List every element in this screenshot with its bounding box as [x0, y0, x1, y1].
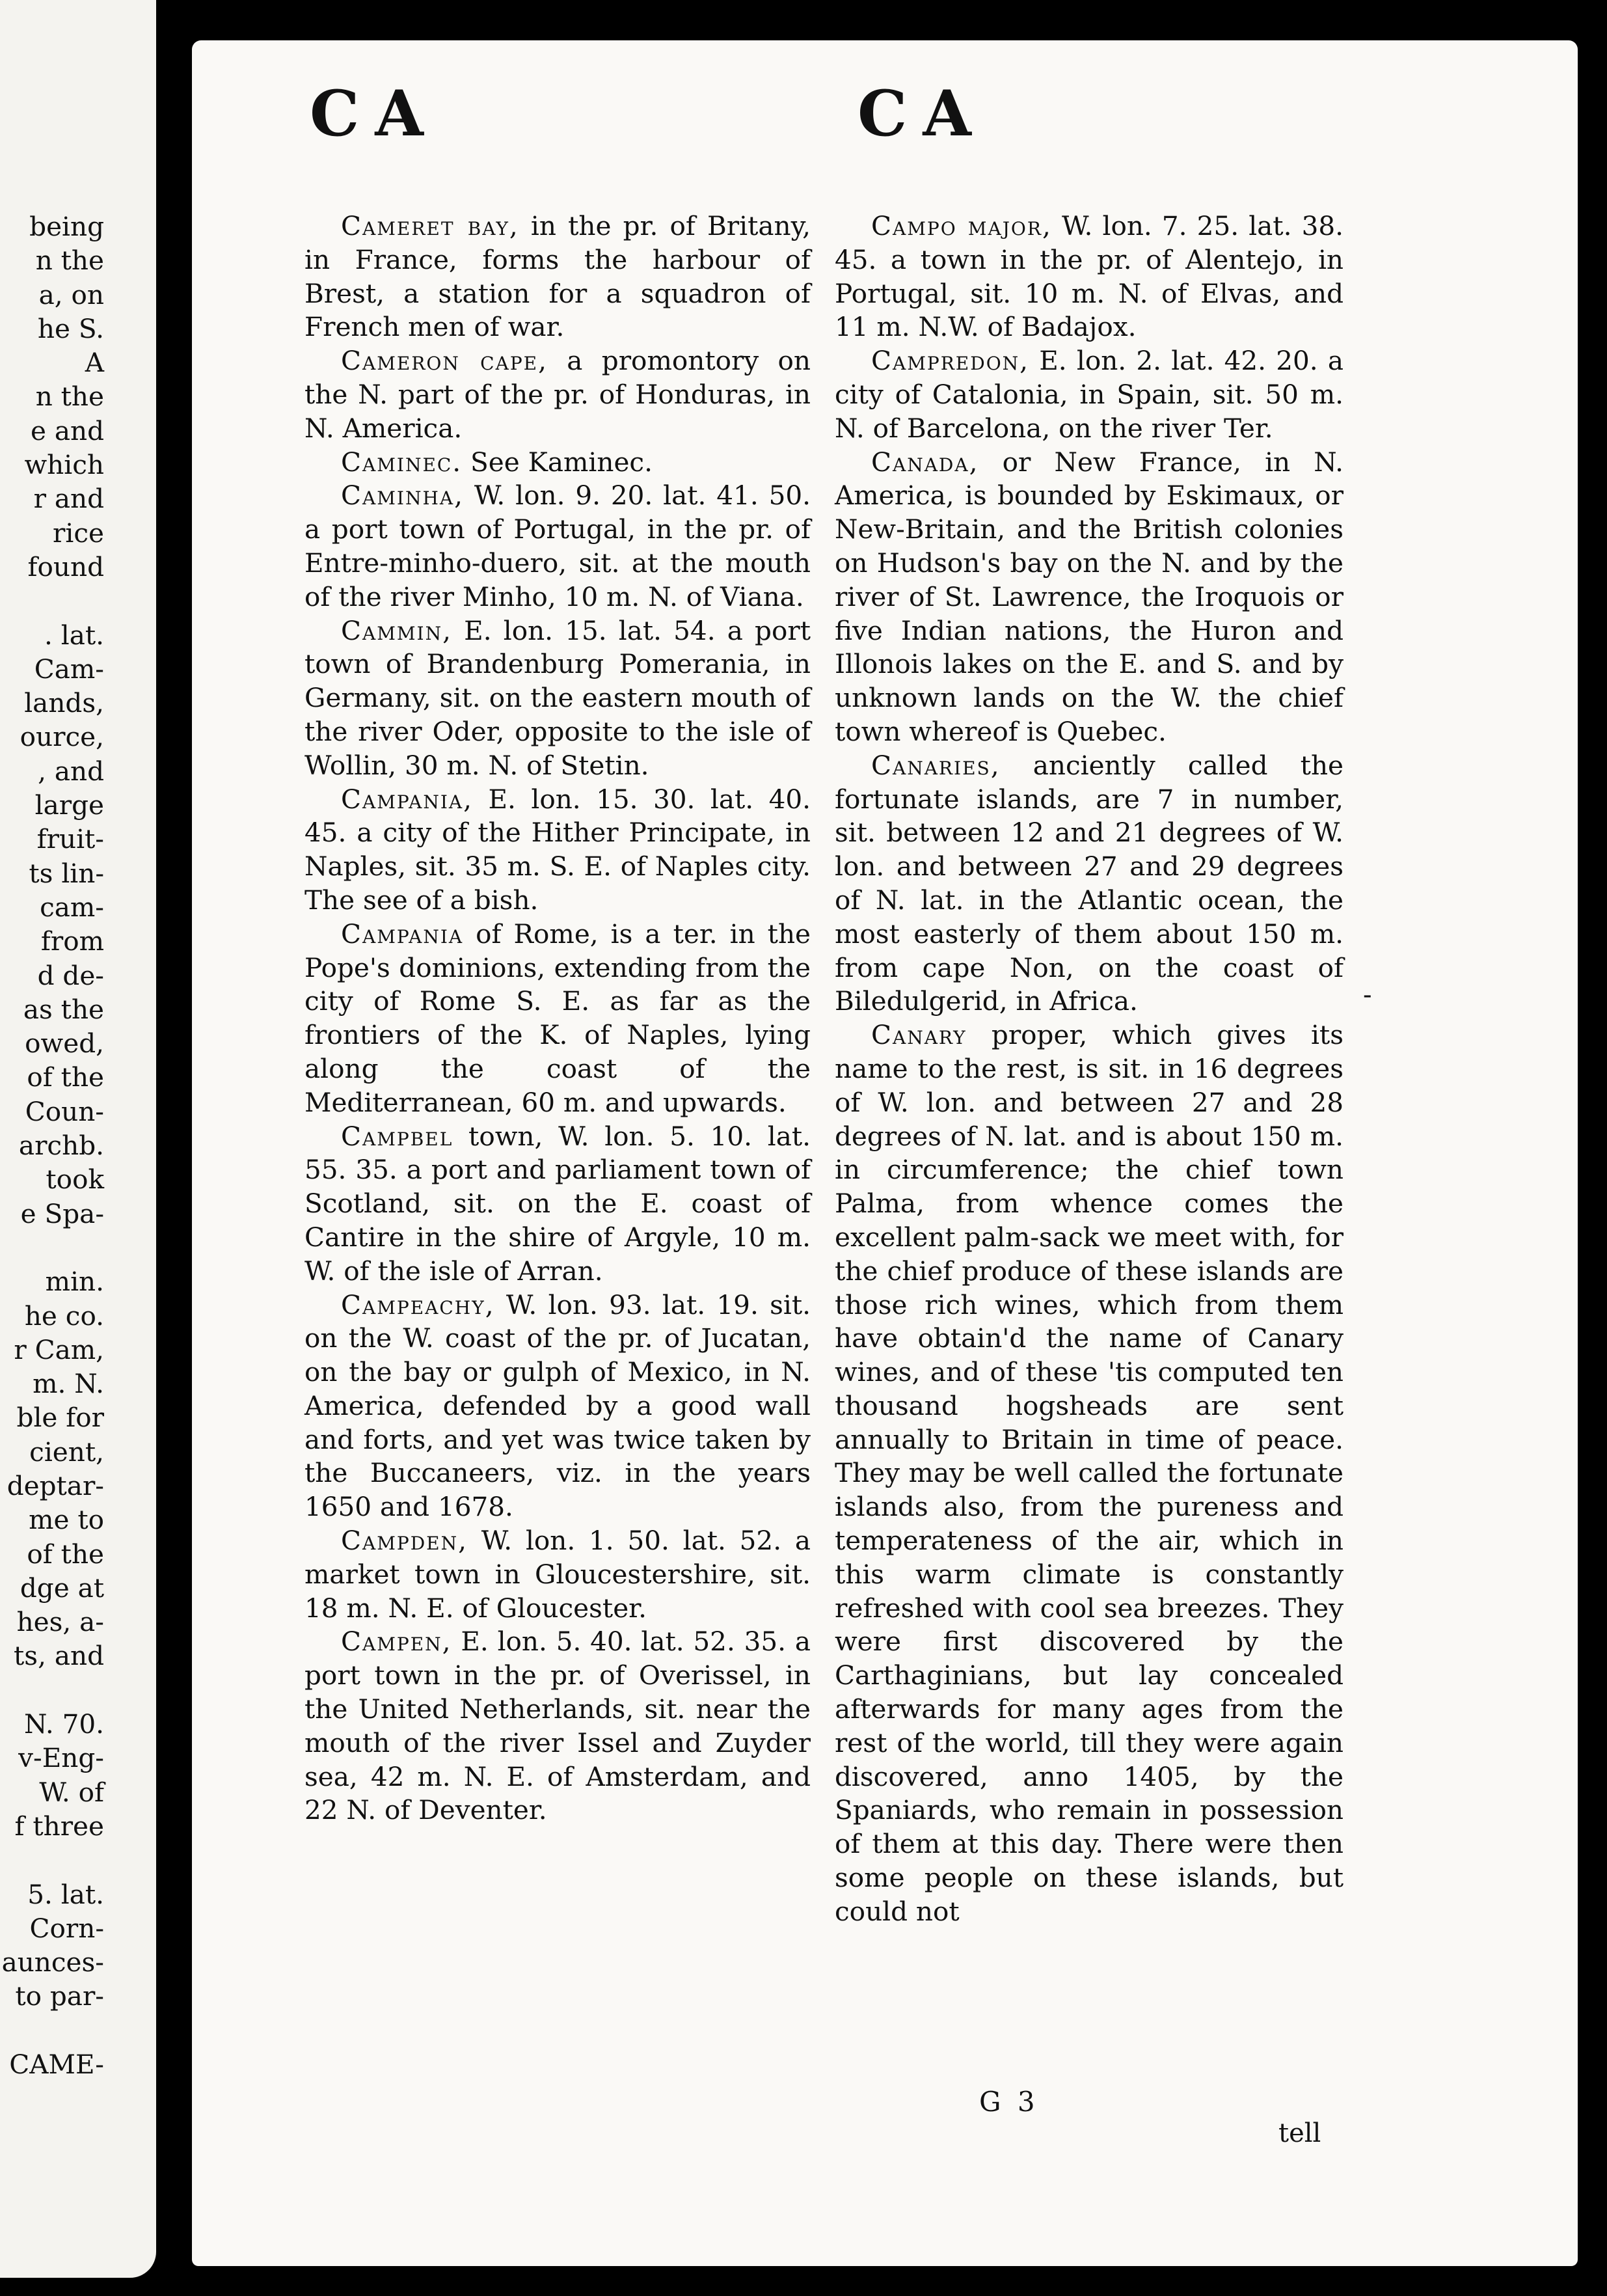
left-fragment-line	[0, 2014, 104, 2047]
running-head-left: CA	[310, 77, 439, 150]
text-column-right	[835, 210, 1344, 1929]
left-fragment-line: ource,	[20, 721, 104, 753]
entry-caminec: Caminec. See Kaminec.	[341, 446, 653, 478]
left-page-edge	[0, 0, 156, 2278]
entry-canaries: Canaries, anciently called the fortunate islands, are 7 in number, sit. between 12 and 21 degrees of W. lon. and between 27 and 29 degrees of N. lat. in the Atlantic ocean, the most easterly of them about 150 m. from cape Non, on the coast of Biledulgerid, in Africa.	[835, 749, 1344, 1017]
left-page-text-fragments	[0, 210, 104, 2081]
left-fragment-line: of the	[27, 1061, 104, 1093]
left-fragment-line: being	[29, 211, 104, 242]
entry-campania: Campania, E. lon. 15. 30. lat. 40. 45. a city of the Hither Principate, in Naples, sit. 35 m. S. E. of Naples city. The see of a bish.	[304, 783, 811, 916]
left-fragment-line: ts, and	[14, 1640, 104, 1672]
left-fragment-line: e Spa-	[20, 1197, 104, 1229]
left-fragment-line: found	[27, 551, 104, 582]
left-fragment-line: 5. lat.	[27, 1878, 104, 1910]
entry-canary: Canary proper, which gives its name to the rest, is sit. in 16 degrees of W. lon. and between 27 and 28 degrees of N. lat. and is about 150 m. in circumference; the chief town Palma, from whence comes the excellent palm-sack we meet with, for the chief produce of these islands are those rich wines, which from them have obtain'd the name of Canary wines, and of these 'tis computed ten thousand hogsheads are sent annually to Britain in time of peace. They may be well called the fortunate islands also, from the pureness and temperateness of the air, which in this warm climate is constantly refreshed with cool sea breezes. They were first discovered by the Carthaginians, but lay concealed afterwards for many ages from the rest of the world, till they were again discovered, anno 1405, by the Spaniards, who remain in possession of them at this day. There were then some people on these islands, but could not	[835, 1019, 1344, 1927]
left-fragment-line: took	[46, 1164, 104, 1196]
left-fragment-line: large	[34, 789, 104, 821]
left-fragment-line	[0, 584, 104, 618]
left-fragment-line: m. N.	[33, 1368, 104, 1400]
entry-campbel-town: Campbel town, W. lon. 5. 10. lat. 55. 35. a port and parliament town of Scotland, sit. on the E. coast of Cantire in the shire of Argyle, 10 m. W. of the isle of Arran.	[304, 1120, 811, 1287]
entry-caminha: Caminha, W. lon. 9. 20. lat. 41. 50. a port town of Portugal, in the pr. of Entre-minho-duero, sit. at the mouth of the river Minho, 10 m. N. of Viana.	[304, 480, 811, 612]
entry-campen: Campen, E. lon. 5. 40. lat. 52. 35. a port town in the pr. of Overissel, in the United Netherlands, sit. near the mouth of the river Issel and Zuyder sea, 42 m. N. E. of Amsterdam, and 22 N. of Deventer.	[304, 1626, 811, 1826]
left-fragment-line: dge at	[20, 1572, 104, 1604]
left-fragment-line: f three	[14, 1810, 104, 1842]
left-fragment-line: Corn-	[29, 1912, 104, 1944]
margin-mark: -	[1363, 980, 1372, 1010]
left-fragment-line: W. of	[39, 1776, 104, 1808]
left-fragment-line: r and	[33, 483, 104, 515]
entry-campredon: Campredon, E. lon. 2. lat. 42. 20. a city of Catalonia, in Spain, sit. 50 m. N. of Barcelona, on the river Ter.	[835, 345, 1344, 444]
left-fragment-line: . lat.	[44, 619, 104, 651]
entry-canada: Canada, or New France, in N. America, is bounded by Eskimaux, or New-Britain, and the British colonies on Hudson's bay on the N. and by the river of St. Lawrence, the Iroquois or five Indian nations, the Huron and Illonois lakes on the E. and S. and by unknown lands on the W. the chief town whereof is Quebec.	[835, 446, 1344, 747]
left-fragment-line: Coun-	[25, 1095, 104, 1127]
text-column-left	[304, 210, 811, 1827]
left-fragment-line: to par-	[15, 1980, 104, 2012]
catchword: tell	[1278, 2118, 1321, 2148]
left-fragment-line: e and	[31, 415, 104, 446]
left-fragment-line: hes, a-	[16, 1606, 104, 1638]
left-fragment-line: which	[24, 449, 104, 481]
entry-campeachy: Campeachy, W. lon. 93. lat. 19. sit. on the W. coast of the pr. of Jucatan, on the bay or gulph of Mexico, in N. America, defended by a good wall and forts, and yet was twice taken by the Buccaneers, viz. in the years 1650 and 1678.	[304, 1289, 811, 1523]
left-fragment-line: owed,	[25, 1028, 104, 1059]
left-fragment-line: cam-	[40, 891, 104, 923]
left-fragment-line: from	[40, 925, 104, 957]
entry-campania-of-rome: Campania of Rome, is a ter. in the Pope's dominions, extending from the city of Rome S. E. as far as the frontiers of the K. of Naples, lying along the coast of the Mediterranean, 60 m. and upwards.	[304, 918, 811, 1118]
left-fragment-line	[0, 1231, 104, 1264]
left-fragment-line: N. 70.	[23, 1708, 104, 1740]
left-fragment-line: fruit-	[36, 823, 104, 855]
left-fragment-line: as the	[23, 993, 104, 1025]
left-fragment-line: v-Eng-	[18, 1742, 104, 1774]
entry-campden: Campden, W. lon. 1. 50. lat. 52. a market town in Gloucestershire, sit. 18 m. N. E. of Gloucester.	[304, 1525, 811, 1624]
left-fragment-line: cient,	[29, 1436, 104, 1468]
left-fragment-line: A	[85, 347, 104, 379]
left-fragment-line: of the	[27, 1538, 104, 1570]
left-fragment-line: rice	[53, 517, 104, 549]
entry-cameret-bay: Cameret bay, in the pr. of Britany, in France, forms the harbour of Brest, a station for a squadron of French men of war.	[304, 210, 811, 343]
left-fragment-line: ble for	[16, 1402, 104, 1434]
left-fragment-line: ts lin-	[29, 857, 104, 889]
left-fragment-line: d de-	[37, 959, 104, 991]
left-fragment-line	[0, 1673, 104, 1707]
left-fragment-line: he co.	[24, 1300, 104, 1332]
left-fragment-line: n the	[35, 245, 104, 277]
left-fragment-line: n the	[35, 381, 104, 413]
entry-cameron-cape: Cameron cape, a promontory on the N. part of the pr. of Honduras, in N. America.	[304, 345, 811, 444]
left-fragment-line: min.	[45, 1266, 104, 1298]
left-fragment-line: archb.	[18, 1130, 104, 1162]
left-fragment-line: deptar-	[7, 1469, 104, 1501]
left-fragment-line: , and	[38, 755, 104, 787]
signature-mark: G 3	[979, 2086, 1039, 2118]
entry-campo-major: Campo major, W. lon. 7. 25. lat. 38. 45. a town in the pr. of Alentejo, in Portugal, sit. 10 m. N. of Elvas, and 11 m. N.W. of Badajox.	[835, 210, 1344, 343]
left-fragment-line: a, on	[38, 279, 104, 310]
left-fragment-line: CAME-	[9, 2049, 104, 2081]
left-fragment-line	[0, 1843, 104, 1877]
entry-cammin: Cammin, E. lon. 15. lat. 54. a port town of Brandenburg Pomerania, in Germany, sit. on the eastern mouth of the river Oder, opposite to the isle of Wollin, 30 m. N. of Stetin.	[304, 614, 811, 781]
left-fragment-line: Cam-	[34, 653, 104, 685]
running-head-right: CA	[858, 77, 987, 150]
left-fragment-line: he S.	[37, 312, 104, 344]
left-fragment-line: lands,	[24, 687, 104, 719]
left-fragment-line: r Cam,	[14, 1333, 104, 1365]
left-fragment-line: aunces-	[1, 1947, 104, 1978]
left-fragment-line: me to	[29, 1504, 104, 1536]
